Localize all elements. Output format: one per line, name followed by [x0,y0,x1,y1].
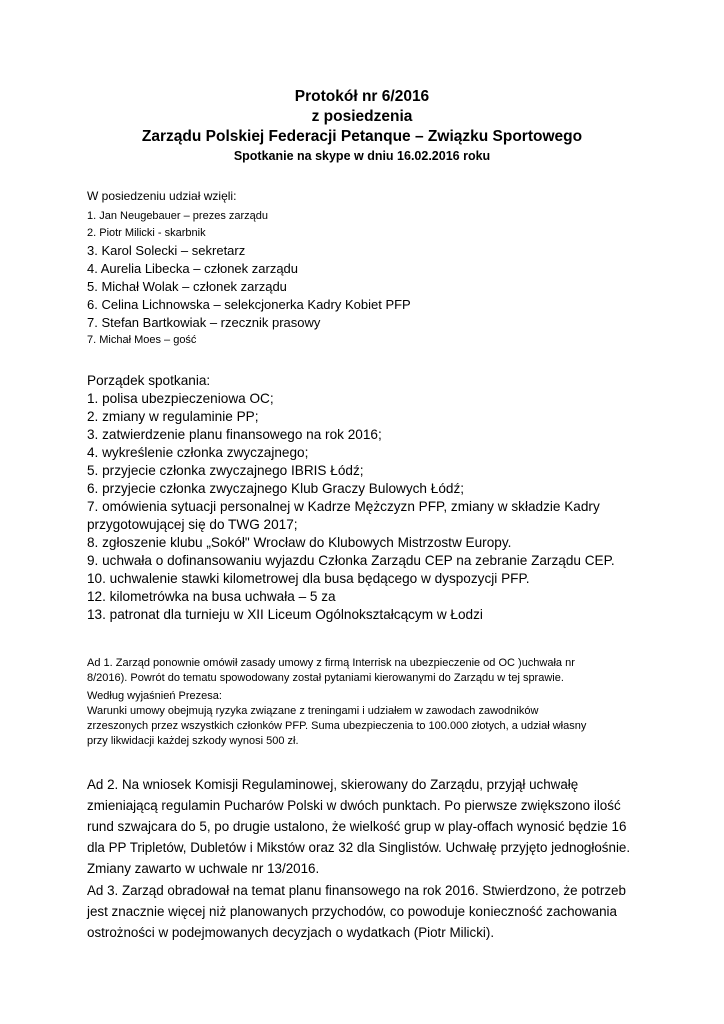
meeting-subtitle: Spotkanie na skype w dniu 16.02.2016 roku [233,149,491,163]
document-header [0,87,724,164]
ad1-line: 8/2016). Powrót do tematu spowodowany został pytaniami kierowanymi do Zarządu w tej sprawie. [87,672,564,684]
agenda-item: 1. polisa ubezpieczeniowa OC; [87,391,274,406]
agenda-heading: Porządek spotkania: [87,373,211,388]
ad2-line: Zmiany zawarto w uchwale nr 13/2016. [87,861,320,876]
agenda-item: 4. wykreślenie członka zwyczajnego; [87,445,309,460]
ad1-line: Warunki umowy obejmują ryzyka związane z treningami i udziałem w zawodach zawodników [87,705,539,717]
attendee-item: 7. Michał Moes – gość [87,334,197,346]
attendee-item: 3. Karol Solecki – sekretarz [87,243,246,258]
attendee-item: 2. Piotr Milicki - skarbnik [87,227,206,239]
ad3-line: ostrożności w podejmowanych decyzjach o wydatkach (Piotr Milicki). [87,925,495,940]
agenda-item: 5. przyjecie członka zwyczajnego IBRIS Łódź; [87,463,364,478]
ad1-line: Ad 1. Zarząd ponownie omówił zasady umowy z firmą Interrisk na ubezpieczenie od OC )uchwała nr [87,657,575,669]
agenda-item: 10. uchwalenie stawki kilometrowej dla busa będącego w dyspozycji PFP. [87,571,530,586]
ad3-section [87,880,647,943]
ad2-section [87,774,647,879]
agenda-item: 12. kilometrówka na busa uchwała – 5 za [87,589,336,604]
agenda-item: 13. patronat dla turnieju w XII Liceum Ogólnokształcącym w Łodzi [87,607,483,622]
attendee-item: 1. Jan Neugebauer – prezes zarządu [87,210,269,222]
agenda-item: 3. zatwierdzenie planu finansowego na rok 2016; [87,427,382,442]
ad1-line: Według wyjaśnień Prezesa: [87,690,222,702]
agenda-item-continuation: przygotowującej się do TWG 2017; [87,517,298,532]
ad1-line: przy likwidacji każdej szkody wynosi 500 zł. [87,735,299,747]
ad1-section [87,656,647,749]
ad3-line: Ad 3. Zarząd obradował na temat planu finansowego na rok 2016. Stwierdzono, że potrzeb [87,883,626,898]
ad3-line: jest znacznie więcej niż planowanych przychodów, co powoduje konieczność zachowania [87,904,617,919]
ad2-line: zmieniającą regulamin Pucharów Polski w dwóch punktach. Po pierwsze zwiększono ilość [87,798,621,813]
attendees-section [87,188,647,349]
agenda-item: 6. przyjecie członka zwyczajnego Klub Graczy Bulowych Łódź; [87,481,465,496]
attendee-item: 4. Aurelia Libecka – członek zarządu [87,261,299,276]
agenda-item: 2. zmiany w regulaminie PP; [87,409,259,424]
ad2-line: rund szwajcara do 5, po drugie ustalono, że wielkość grup w play-offach wynosić będzie 16 [87,819,627,834]
agenda-item: 7. omówienia sytuacji personalnej w Kadrze Mężczyzn PFP, zmiany w składzie Kadry [87,499,600,514]
title-line-3: Zarządu Polskiej Federacji Petanque – Związku Sportowego [141,128,583,145]
attendee-item: 6. Celina Lichnowska – selekcjonerka Kadry Kobiet PFP [87,297,411,312]
ad2-line: dla PP Tripletów, Dubletów i Mikstów oraz 32 dla Singlistów. Uchwałę przyjęto jednogłośnie. [87,840,631,855]
attendees-heading: W posiedzeniu udział wzięli: [87,189,237,203]
attendee-item: 5. Michał Wolak – członek zarządu [87,279,287,294]
ad2-line: Ad 2. Na wniosek Komisji Regulaminowej, skierowany do Zarządu, przyjął uchwałę [87,777,579,792]
ad1-line: zrzeszonych przez wszystkich członków PFP. Suma ubezpieczenia to 100.000 złotych, a udział własny [87,720,587,732]
title-line-2: z posiedzenia [311,108,413,125]
title-line-1: Protokół nr 6/2016 [294,88,430,105]
attendee-item: 7. Stefan Bartkowiak – rzecznik prasowy [87,315,321,330]
agenda-item: 9. uchwała o dofinansowaniu wyjazdu Członka Zarządu CEP na zebranie Zarządu CEP. [87,553,615,568]
agenda-section [87,372,647,624]
agenda-item: 8. zgłoszenie klubu „Sokół" Wrocław do Klubowych Mistrzostw Europy. [87,535,512,550]
